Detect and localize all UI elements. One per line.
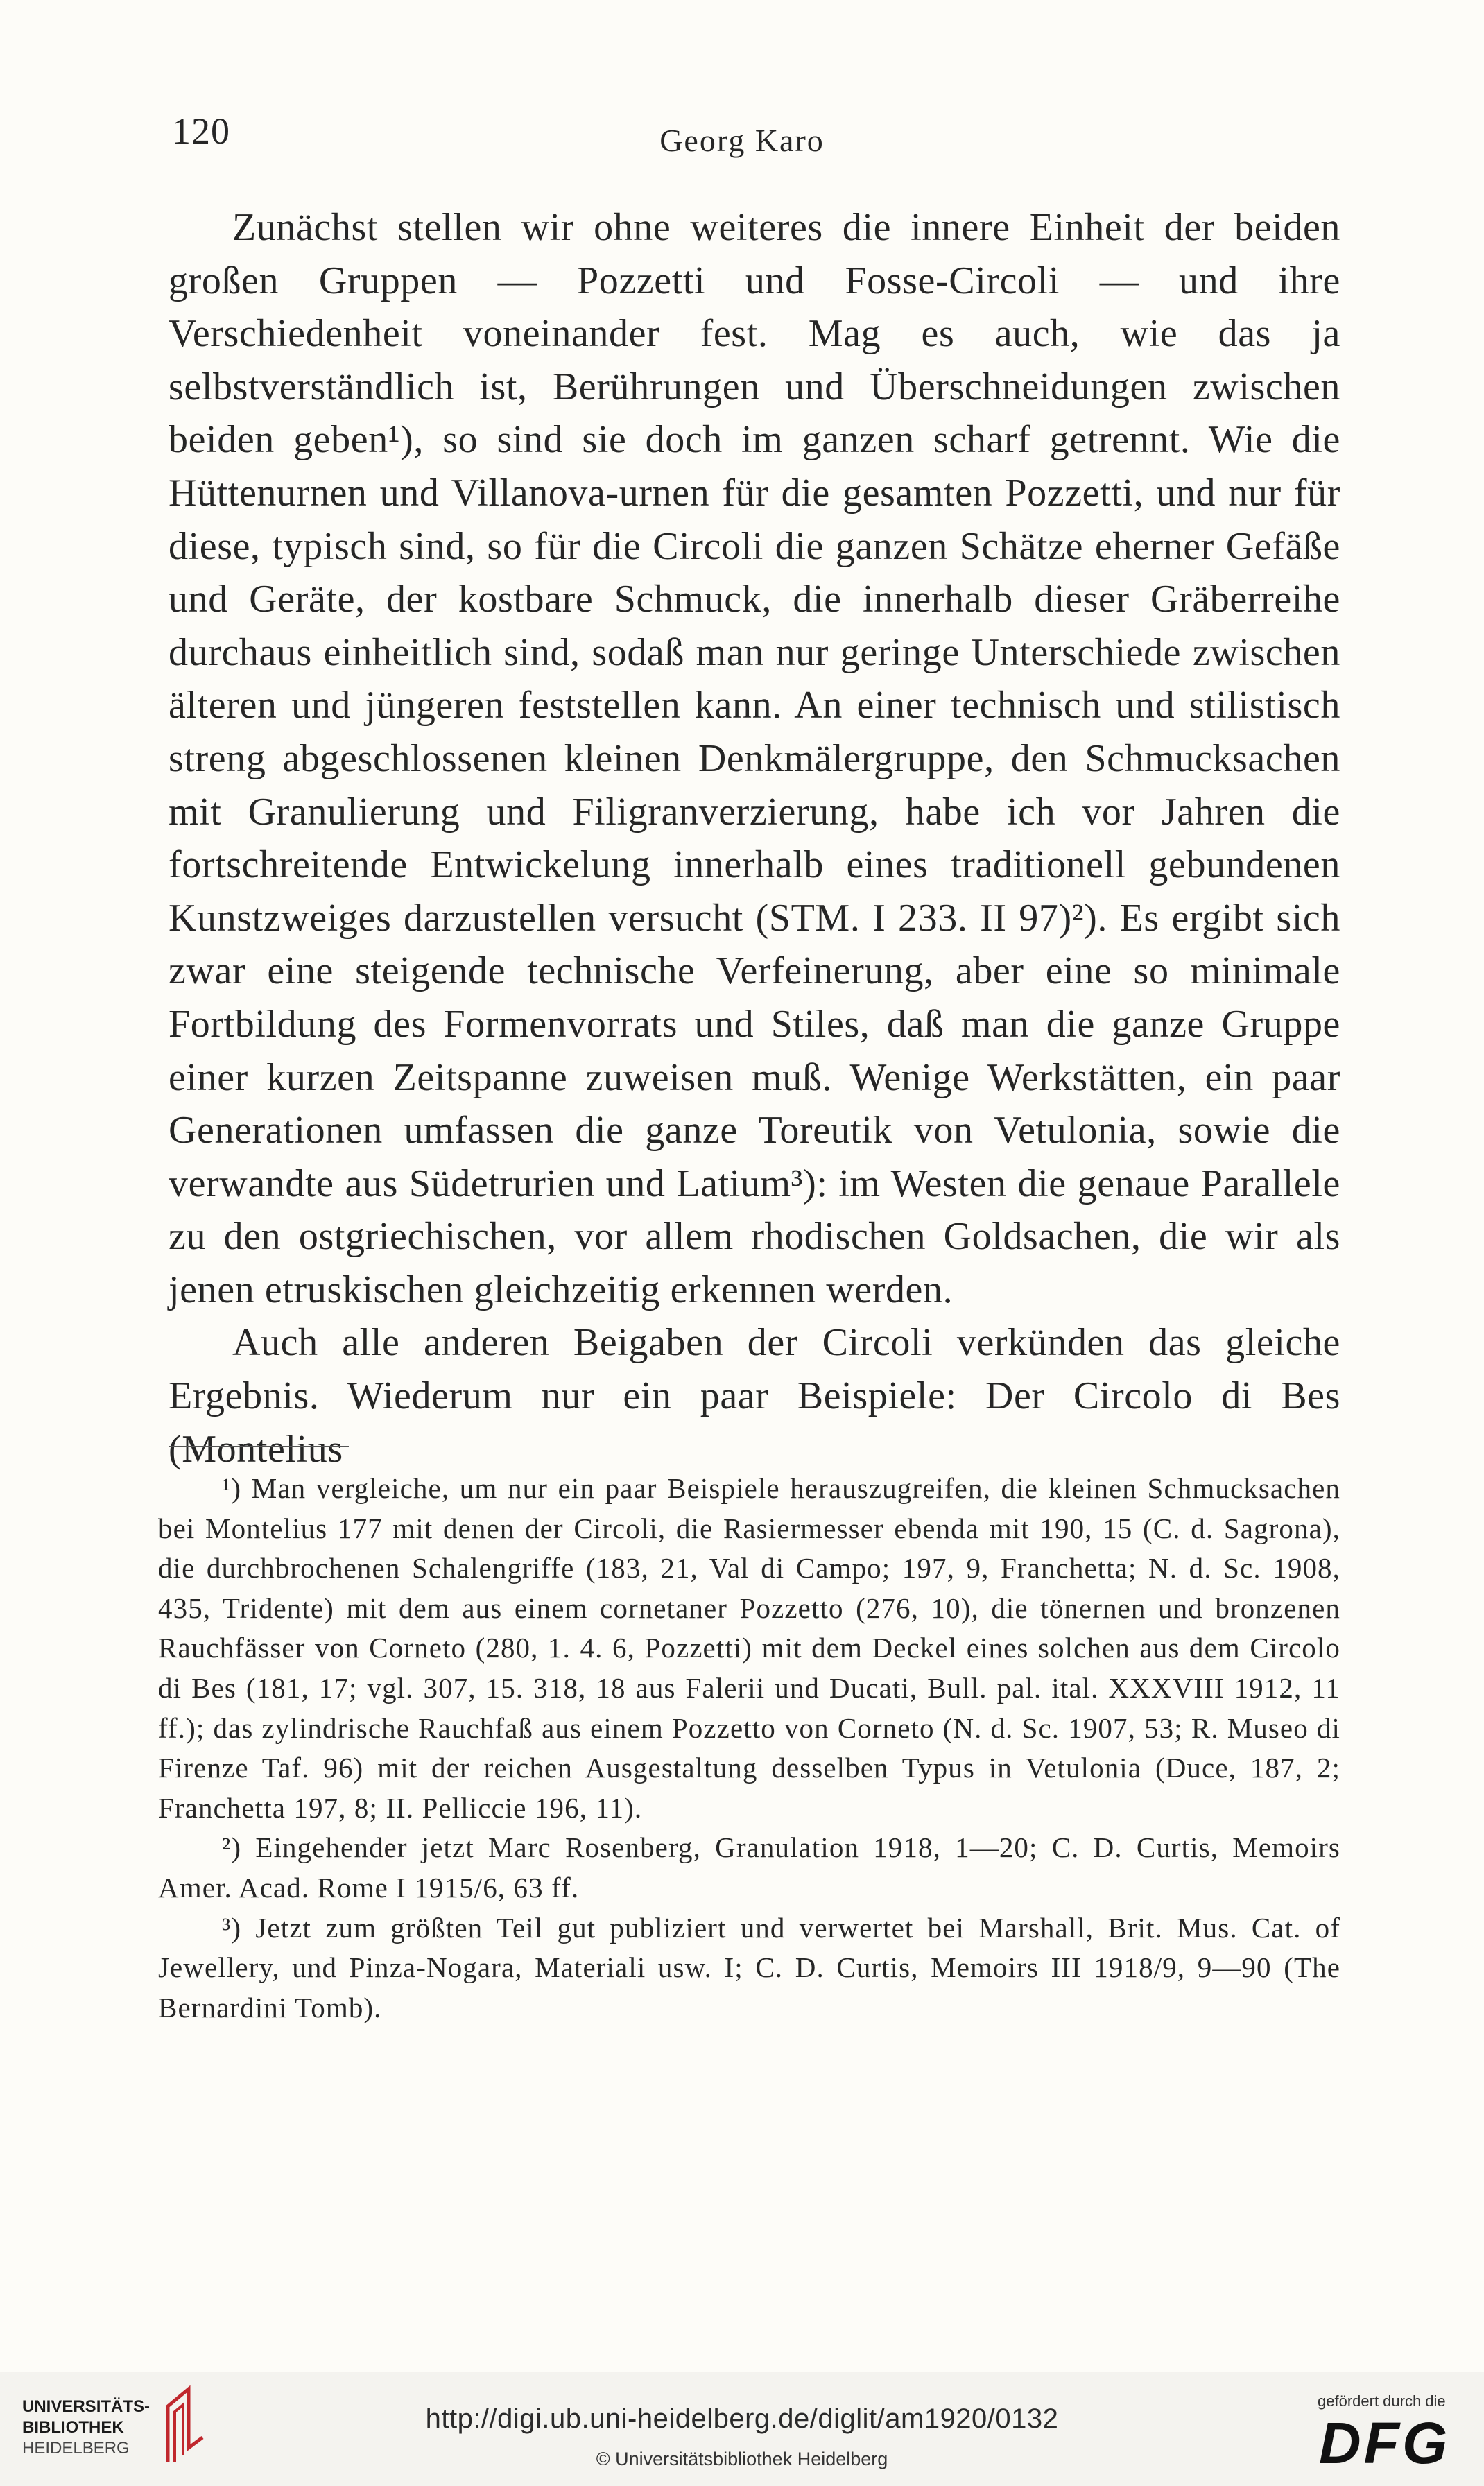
paragraph: Zunächst stellen wir ohne weiteres die innere Einheit der beiden großen Gruppen — Pozzetti und Fosse-Circoli — und ihre Verschiedenheit voneinander fest. Mag es auch, wie das ja selbstverständlich ist, Berührungen und Überschneidungen zwischen beiden geben¹), so sind sie doch im ganzen scharf getrennt. Wie die Hüttenurnen und Villanova-urnen für die gesamten Pozzetti, und nur für diese, typisch sind, so für die Circoli die ganzen Schätze eherner Gefäße und Geräte, der kostbare Schmuck, die innerhalb dieser Gräberreihe durchaus einheitlich sind, sodaß man nur geringe Unterschiede zwischen älteren und jüngeren feststellen kann. An einer technisch und stilistisch streng abgeschlossenen kleinen Denkmälergruppe, den Schmucksachen mit Granulierung und Filigranverzierung, habe ich vor Jahren die fortschreitende Entwickelung innerhalb eines traditionell gebundenen Kunstzweiges darzustellen versucht (STM. I 233. II 97)²). Es ergibt sich zwar eine steigende technische Verfeinerung, aber eine so minimale Fortbildung des Formenvorrats und Stiles, daß man die ganze Gruppe einer kurzen Zeitspanne zuweisen muß. Wenige Werkstätten, ein paar Generationen umfassen die ganze Toreutik von Vetulonia, sowie die verwandte aus Südetrurien und Latium³): im Westen die genaue Parallele zu den ostgriechischen, vor allem rhodischen Goldsachen, die wir als jenen etruskischen gleichzeitig erkennen werden.	[169, 206, 1340, 1311]
library-line-2: BIBLIOTHEK	[22, 2418, 124, 2437]
paragraph: Auch alle anderen Beigaben der Circoli verkünden das gleiche Ergebnis. Wiederum nur ein paar Beispiele: Der Circolo di Bes (Montelius	[169, 1321, 1340, 1471]
permalink[interactable]: http://digi.ub.uni-heidelberg.de/diglit/am1920/0132	[425, 2403, 1059, 2434]
footnote-separator	[169, 1446, 349, 1447]
footnote-3: ³) Jetzt zum größten Teil gut publiziert und verwertet bei Marshall, Brit. Mus. Cat. of Jewellery, und Pinza-Nogara, Materiali usw. I; C. D. Curtis, Memoirs III 1918/9, 9—90 (The Bernardini Tomb).	[158, 1911, 1340, 2023]
footnote-1: ¹) Man vergleiche, um nur ein paar Beispiele herauszugreifen, die kleinen Schmucksachen bei Montelius 177 mit denen der Circoli, die Rasiermesser ebenda mit 190, 15 (C. d. Sagrona), die durchbrochenen Schalengriffe (183, 21, Val di Campo; 197, 9, Franchetta; N. d. Sc. 1908, 435, Tridente) mit dem aus einem cornetaner Pozzetto (276, 10), die tönernen und bronzenen Rauchfässer von Corneto (280, 1. 4. 6, Pozzetti) mit dem Deckel eines solchen aus dem Circolo di Bes (181, 17; vgl. 307, 15. 318, 18 aus Falerii und Ducati, Bull. pal. ital. XXXVIII 1912, 11 ff.); das zylindrische Rauchfaß aus einem Pozzetto von Corneto (N. d. Sc. 1907, 53; R. Museo di Firenze Taf. 96) mit der reichen Ausgestaltung desselben Typus in Vetulonia (Duce, 187, 2; Franchetta 197, 8; II. Pelliccie 196, 11).	[158, 1472, 1340, 1824]
main-text	[169, 201, 1340, 1476]
page-number: 120	[172, 110, 230, 152]
footnote-2: ²) Eingehender jetzt Marc Rosenberg, Granulation 1918, 1—20; C. D. Curtis, Memoirs Amer. Acad. Rome I 1915/6, 63 ff.	[158, 1831, 1340, 1904]
footnotes	[158, 1469, 1340, 2028]
copyright-notice: © Universitätsbibliothek Heidelberg	[596, 2449, 888, 2469]
funding-note: gefördert durch die	[1318, 2392, 1446, 2410]
dfg-logo: DFG	[1319, 2410, 1451, 2476]
library-line-3: HEIDELBERG	[22, 2439, 130, 2458]
running-head: Georg Karo	[659, 123, 825, 158]
library-line-1: UNIVERSITÄTS-	[22, 2397, 150, 2416]
